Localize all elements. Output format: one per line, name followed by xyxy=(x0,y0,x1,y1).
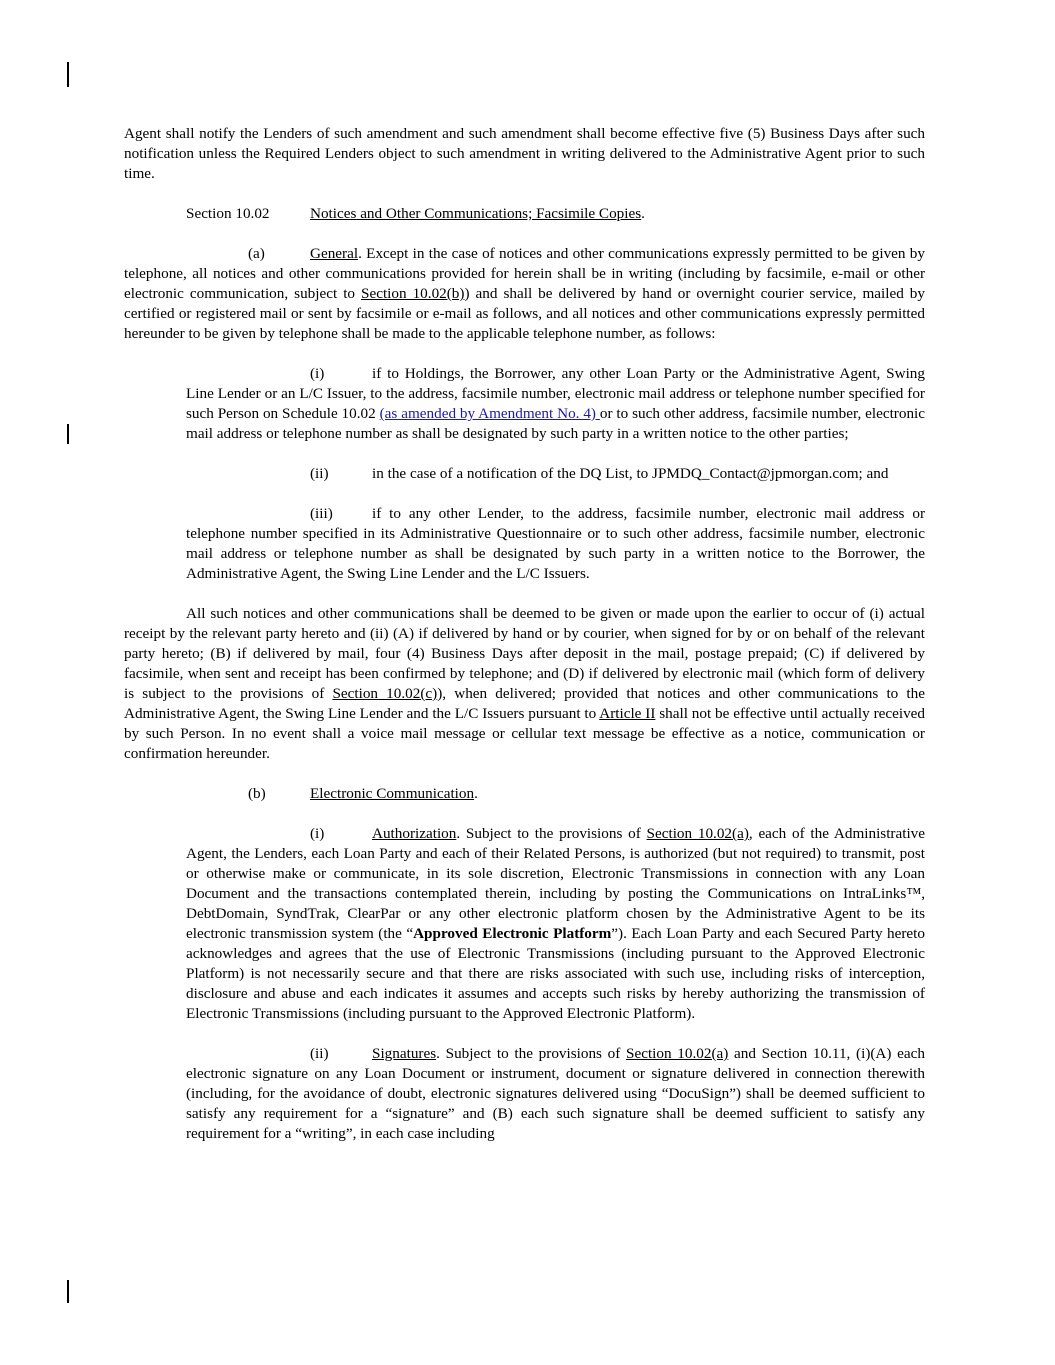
clause-a-i-label: (i) xyxy=(310,365,325,382)
deemed-given-text: All such notices and other communications shall be deemed to be given or made upon the earlier to occur of (i) actual receipt by the relevant party hereto and (ii) (A) if delivered by hand or by courier, when signed for by or on behalf of the relevant party hereto; (B) if delivered by mail, four (4) Business Days after deposit in the mail, postage prepaid; (C) if delivered by facsimile, when sent and receipt has been confirmed by telephone; and (D) if delivered by electronic mail (which form of delivery is subject to the provisions of xyxy=(124,605,925,702)
clause-a-iii-text: if to any other Lender, to the address, facsimile number, electronic mail address or telephone number specified in its Administrative Questionnaire or to such other address, facsimile number, electronic mail address or telephone number as shall be designated by such party in a written notice to the Borrower, the Administrative Agent, the Swing Line Lender and the L/C Issuers. xyxy=(186,505,925,582)
clause-a-i xyxy=(186,364,925,444)
deemed-given-text-cont: ), when delivered; provided that notices and other communications to the Administrative Agent, the Swing Line Lender and the L/C Issuers pursuant to xyxy=(124,685,925,722)
clause-a-iii xyxy=(186,504,925,584)
clause-b-ii-heading: Signatures xyxy=(372,1045,437,1062)
section-number: Section 10.02 xyxy=(186,205,270,222)
clause-a-label: (a) xyxy=(248,245,265,262)
clause-a-heading: General xyxy=(310,245,359,262)
section-title: Notices and Other Communications; Facsimile Copies xyxy=(310,205,642,222)
clause-b-period: . xyxy=(474,785,478,802)
clause-a-ii-label: (ii) xyxy=(310,465,329,482)
clause-a-text-cont: ) and shall be delivered by hand or overnight courier service, mailed by certified or registered mail or sent by facsimile or e-mail as follows, and all notices and other communications expressly permitted hereunder to be given by telephone shall be made to the applicable telephone number, as follows: xyxy=(124,285,925,342)
section-title-period: . xyxy=(641,205,645,222)
continuation-paragraph: Agent shall notify the Lenders of such amendment and such amendment shall become effective five (5) Business Days after such notification unless the Required Lenders object to such amendment in writing delivered to the Administrative Agent prior to such time. xyxy=(124,125,925,182)
clause-a-ii-text: in the case of a notification of the DQ List, to JPMDQ_Contact@jpmorgan.com; and xyxy=(372,465,889,482)
change-bar-top xyxy=(67,62,69,87)
clause-b-ii xyxy=(186,1044,925,1144)
clause-b-i-text-end: ”). Each Loan Party and each Secured Party hereto acknowledges and agrees that the use of Electronic Transmissions (including pursuant to the Approved Electronic Platform) is not necessarily secure and that there are risks associated with such use, including risks of interception, disclosure and abuse and each indicates it assumes and accepts such risks by hereby authorizing the transmission of Electronic Transmissions (including pursuant to the Approved Electronic Platform). xyxy=(186,925,925,1022)
clause-a-ii xyxy=(186,464,925,484)
clause-b-ii-text: . Subject to the provisions of xyxy=(436,1045,627,1062)
clause-b-i-text-cont: , each of the Administrative Agent, the Lenders, each Loan Party and each of their Related Persons, is authorized (but not required) to transmit, post or otherwise make or communicate, in its sole discretion, Electronic Transmissions in connection with any Loan Document and the transactions contemplated therein, including by posting the Communications on IntraLinks™, DebtDomain, SyndTrak, ClearPar or any other electronic platform chosen by the Administrative Agent to be its electronic transmission system (the “ xyxy=(186,825,925,942)
clause-a-section-ref: Section 10.02(b) xyxy=(361,285,465,302)
section-10-02-c-ref: Section 10.02(c) xyxy=(332,685,438,702)
document-page xyxy=(124,124,925,1144)
clause-b-i xyxy=(186,824,925,1024)
clause-b-ii-text-cont: and Section 10.11, (i)(A) each electronic signature on any Loan Document or instrument, document or signature delivered in connection therewith (including, for the avoidance of doubt, electronic signatures delivered using “DocuSign”) shall be deemed sufficient to satisfy any requirement for a “signature” and (B) each such signature shall be deemed sufficient to satisfy any requirement for a “writing”, in each case including xyxy=(186,1045,925,1142)
clause-b-heading: Electronic Communication xyxy=(310,785,475,802)
clause-b xyxy=(124,784,925,804)
article-ii-ref: Article II xyxy=(599,705,656,722)
clause-a-text: . Except in the case of notices and other communications expressly permitted to be given by telephone, all notices and other communications provided for herein shall be in writing (including by facsimile, e-mail or other electronic communication, subject to xyxy=(124,245,925,302)
clause-b-i-label: (i) xyxy=(310,825,325,842)
clause-b-ii-section-ref: Section 10.02(a) xyxy=(626,1045,729,1062)
change-bar-bottom xyxy=(67,1280,69,1303)
section-heading xyxy=(186,204,925,224)
clause-b-i-section-ref: Section 10.02(a) xyxy=(646,825,749,842)
clause-a xyxy=(124,244,925,344)
approved-electronic-platform-term: Approved Electronic Platform xyxy=(413,925,612,942)
change-bar-middle xyxy=(67,424,69,444)
deemed-given-text-end: shall not be effective until actually received by such Person. In no event shall a voice mail message or cellular text message be effective as a notice, communication or confirmation hereunder. xyxy=(124,705,925,762)
clause-b-label: (b) xyxy=(248,785,266,802)
clause-a-i-text: if to Holdings, the Borrower, any other Loan Party or the Administrative Agent, Swing Line Lender or an L/C Issuer, to the address, facsimile number, electronic mail address or telephone number specified for such Person on Schedule 10.02 xyxy=(186,365,925,422)
clause-a-i-text-cont: or to such other address, facsimile number, electronic mail address or telephone number as shall be designated by such party in a written notice to the other parties; xyxy=(186,405,926,442)
clause-b-i-heading: Authorization xyxy=(372,825,457,842)
amendment-insertion-link[interactable]: (as amended by Amendment No. 4) xyxy=(379,405,600,422)
deemed-given-paragraph xyxy=(124,604,925,764)
clause-a-iii-label: (iii) xyxy=(310,505,333,522)
clause-b-ii-label: (ii) xyxy=(310,1045,329,1062)
clause-b-i-text: . Subject to the provisions of xyxy=(456,825,647,842)
